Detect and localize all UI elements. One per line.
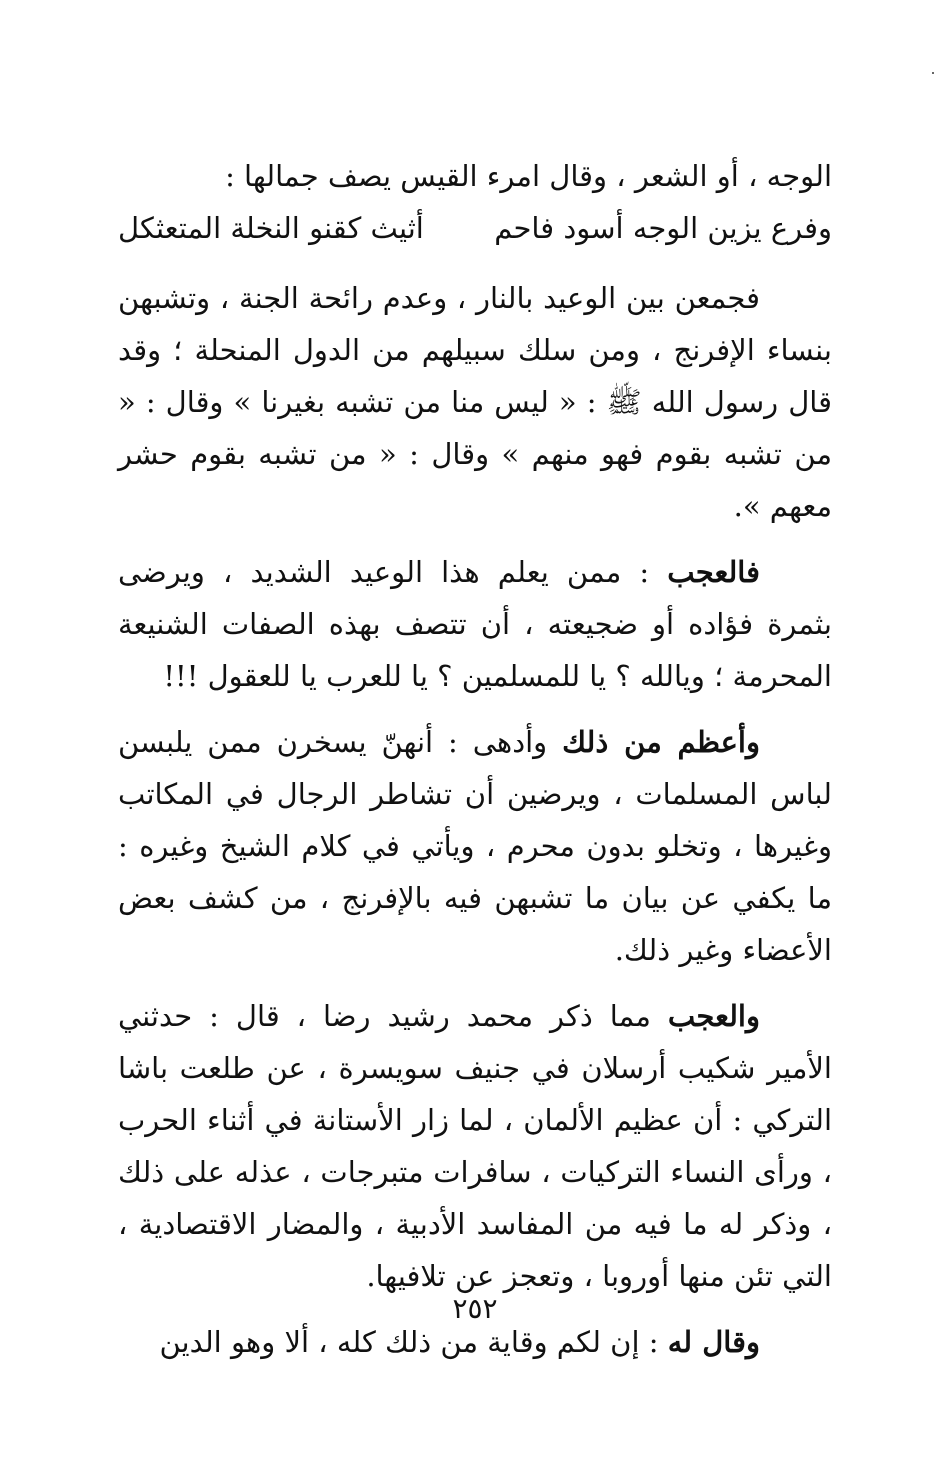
paragraph-4 [118,990,832,1302]
page-body [118,150,832,1382]
paragraph-3 [118,716,832,976]
paragraph-lead: وأعظم من ذلك [562,725,760,759]
verse-second-hemistich: أثيث كقنو النخلة المتعثكل [118,211,424,245]
paragraph-text: : ممن يعلم هذا الوعيد الشديد ، ويرضى بثمرة فؤاده أو ضجيعته ، أن تتصف بهذه الصفات الشنيعة المحرمة ؛ ويالله ؟ يا للمسلمين ؟ يا للعرب يا للعقول !!! [118,555,832,693]
verse-first-hemistich: وفرع يزين الوجه أسود فاحم [494,211,832,245]
paragraph-text: : إن لكم وقاية من ذلك كله ، ألا وهو الدين [159,1325,668,1359]
margin-speck [932,72,934,74]
paragraph-1 [118,272,832,532]
paragraph-lead: والعجب [667,999,760,1033]
paragraph-lead: وقال له [667,1325,760,1359]
paragraph-text: فجمعن بين الوعيد بالنار ، وعدم رائحة الجنة ، وتشبهن بنساء الإفرنج ، ومن سلك سبيلهم من الدول المنحلة ؛ وقد قال رسول الله ﷺ : « ليس منا من تشبه بغيرنا » وقال : « من تشبه بقوم فهو منهم » وقال : « من تشبه بقوم حشر معهم ». [118,281,832,523]
poetry-verse [118,202,832,254]
paragraph-2 [118,546,832,702]
page-number: ٢٥٢ [452,1292,498,1325]
paragraph-text: مما ذكر محمد رشيد رضا ، قال : حدثني الأمير شكيب أرسلان في جنيف سويسرة ، عن طلعت باشا التركي : أن عظيم الألمان ، لما زار الأستانة في أثناء الحرب ، ورأى النساء التركيات ، سافرات متبرجات ، عذله على ذلك ، وذكر له ما فيه من المفاسد الأدبية ، والمضار الاقتصادية ، التي تئن منها أوروبا ، وتعجز عن تلافيها. [118,999,832,1293]
opening-line: الوجه ، أو الشعر ، وقال امرء القيس يصف جمالها : [225,159,832,193]
paragraph-text: وأدهى : أنهنّ يسخرن ممن يلبسن لباس المسلمات ، ويرضين أن تشاطر الرجال في المكاتب وغيرها ، وتخلو بدون محرم ، ويأتي في كلام الشيخ وغيره : ما يكفي عن بيان ما تشبهن فيه بالإفرنج ، من كشف بعض الأعضاء وغير ذلك. [118,725,832,967]
paragraph-lead: فالعجب [667,555,760,589]
